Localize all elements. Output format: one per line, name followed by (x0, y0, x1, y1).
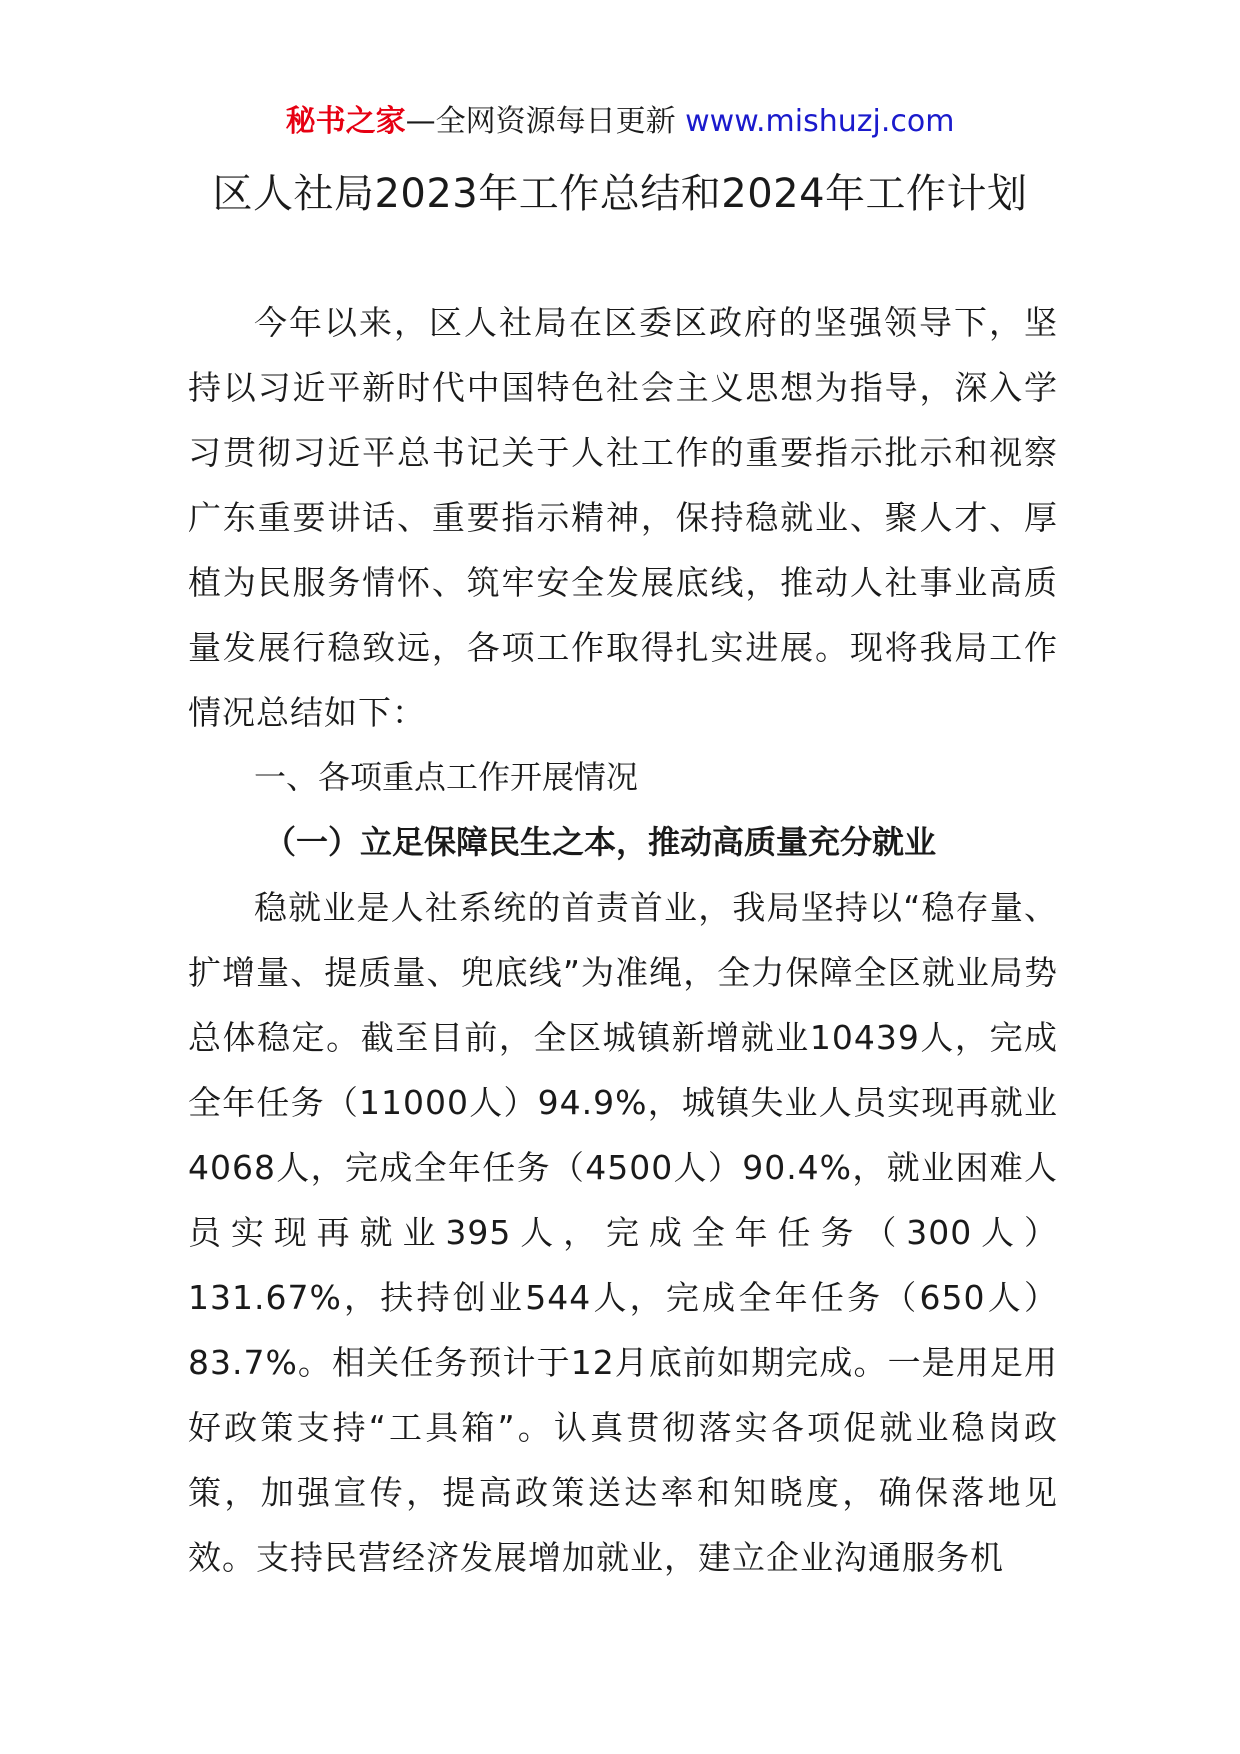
intro-paragraph: 今年以来，区人社局在区委区政府的坚强领导下，坚持以习近平新时代中国特色社会主义思想为指导，深入学习贯彻习近平总书记关于人社工作的重要指示批示和视察广东重要讲话、重要指示精神，保持稳就业、聚人才、厚植为民服务情怀、筑牢安全发展底线，推动人社事业高质量发展行稳致远，各项工作取得扎实进展。现将我局工作情况总结如下： (188, 303, 1058, 732)
document-title: 区人社局2023年工作总结和2024年工作计划 (212, 171, 1028, 217)
employment-paragraph: 稳就业是人社系统的首责首业，我局坚持以“稳存量、扩增量、提质量、兜底线”为准绳，全力保障全区就业局势总体稳定。截至目前，全区城镇新增就业10439人，完成全年任务（11000人）94.9%，城镇失业人员实现再就业4068人，完成全年任务（4500人）90.4%，就业困难人员实现再就业395人，完成全年任务（300人）131.67%，扶持创业544人，完成全年任务（650人）83.7%。相关任务预计于12月底前如期完成。一是用足用好政策支持“工具箱”。认真贯彻落实各项促就业稳岗政策，加强宣传，提高政策送达率和知晓度，确保落地见效。支持民营经济发展增加就业，建立企业沟通服务机 (188, 888, 1058, 1577)
header-tagline: —全网资源每日更新 (405, 104, 686, 139)
watermark-header (0, 100, 1240, 144)
site-url-link[interactable]: www.mishuzj.com (685, 104, 955, 139)
subsection-heading: （一）立足保障民生之本，推动高质量充分就业 (264, 823, 937, 861)
section-heading: 一、各项重点工作开展情况 (254, 758, 639, 796)
brand-name: 秘书之家 (285, 104, 406, 139)
